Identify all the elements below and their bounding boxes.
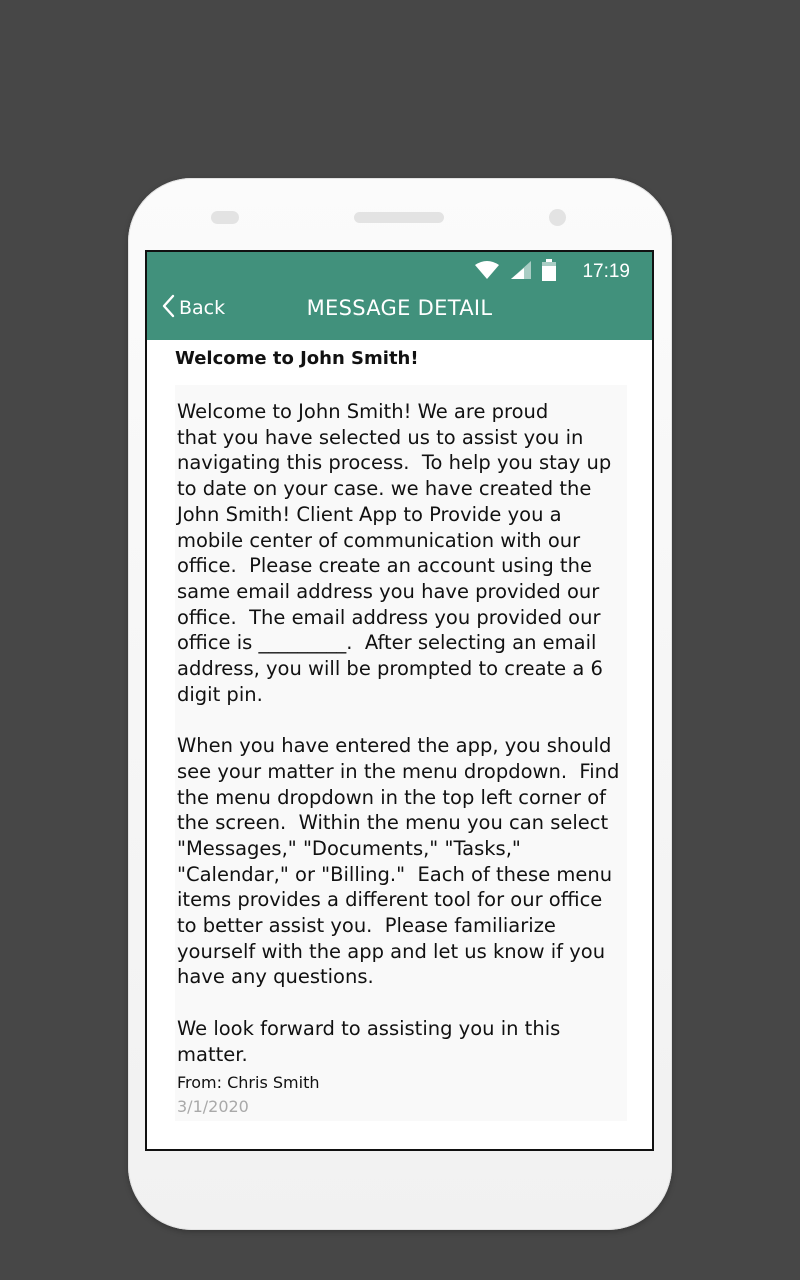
- message-date: 3/1/2020: [177, 1097, 249, 1116]
- message-body: Welcome to John Smith! We are proud that you have selected us to assist you in navigating this process. To help you stay up to date on your case. we have created the John Smith! Client App to Provide you a mobile center of communication with our office. Please create an account using the same email address you have provided our office. The email address you provided our office is _________. After selecting an email address, you will be prompted to create a 6 digit pin. When you have entered the app, you should see your matter in the menu dropdown. Find the menu dropdown in the top left corner of the screen. Within the menu you can select "Messages," "Documents," "Tasks," "Calendar," or "Billing." Each of these menu items provides a different tool for our office to better assist you. Please familiarize yourself with the app and let us know if you have any questions. We look forward to assisting you in this matter.: [177, 400, 620, 1066]
- page-title: MESSAGE DETAIL: [306, 296, 493, 320]
- status-time: 17:19: [582, 261, 630, 282]
- phone-screen: [145, 250, 654, 1151]
- cellular-signal-icon: [510, 260, 532, 285]
- app-bar: [147, 252, 652, 340]
- phone-sensor: [211, 211, 239, 224]
- back-label: Back: [179, 297, 226, 319]
- wifi-icon: [474, 260, 500, 285]
- phone-camera: [549, 209, 566, 226]
- battery-icon: [542, 259, 556, 286]
- message-subject: Welcome to John Smith!: [175, 348, 419, 369]
- phone-speaker: [354, 212, 444, 223]
- status-bar: [474, 260, 630, 284]
- message-body-container: [175, 385, 627, 1121]
- message-sender: From: Chris Smith: [177, 1073, 320, 1092]
